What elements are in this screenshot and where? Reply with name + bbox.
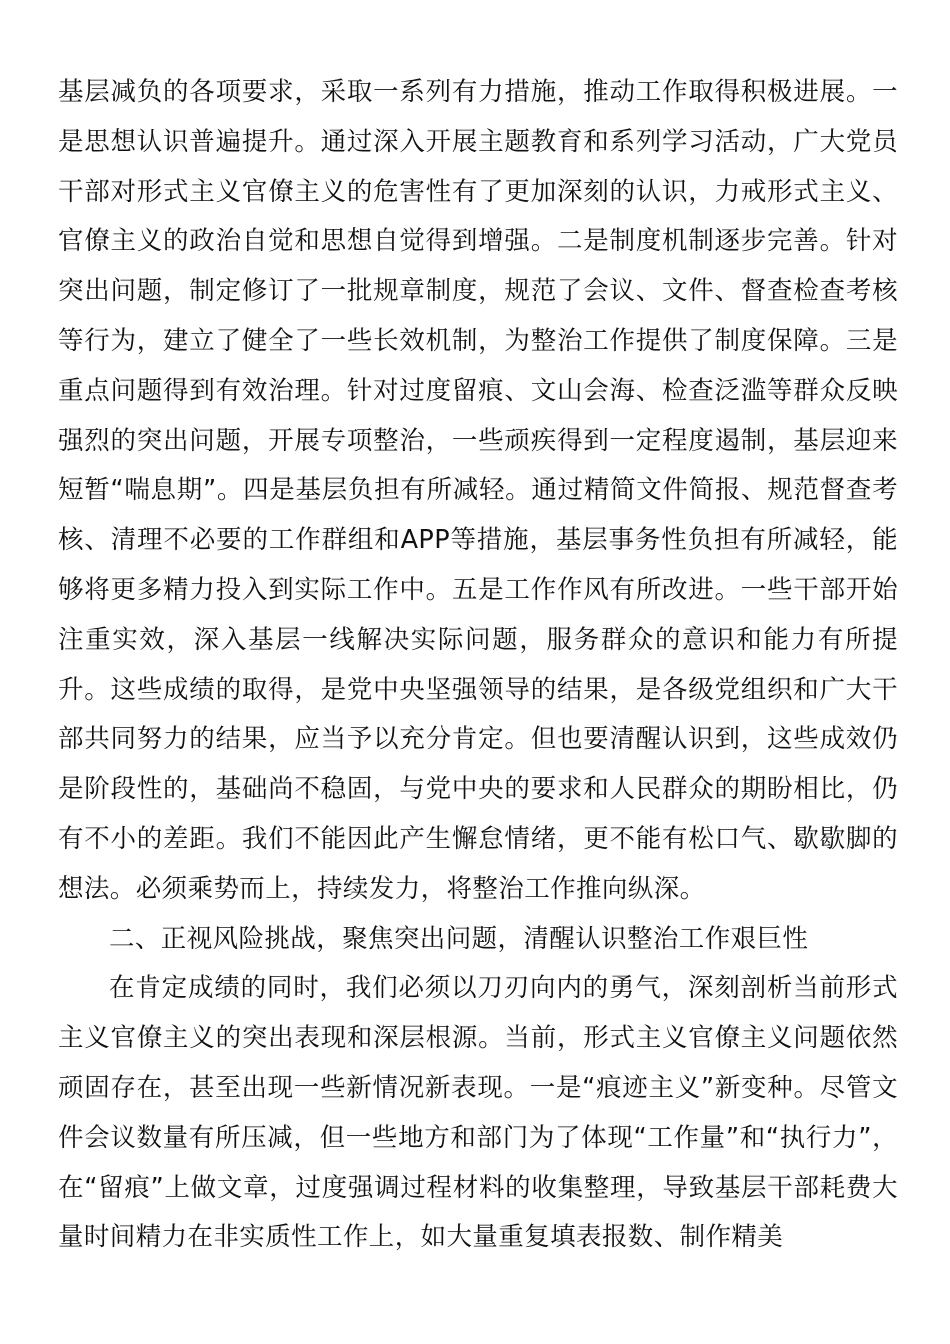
document-body: [58, 68, 898, 1263]
paragraph-problems: 在肯定成绩的同时，我们必须以刀刃向内的勇气，深刻剖析当前形式主义官僚主义的突出表现和深层根源。当前，形式主义官僚主义问题依然顽固存在，甚至出现一些新情况新表现。一是“痕迹主义”新变种。尽管文件会议数量有所压减，但一些地方和部门为了体现“工作量”和“执行力”，在“留痕”上做文章，过度强调过程材料的收集整理，导致基层干部耗费大量时间精力在非实质性工作上，如大量重复填表报数、制作精美: [58, 973, 898, 1253]
section-heading: 二、正视风险挑战，聚焦突出问题，清醒认识整治工作艰巨性: [109, 923, 809, 954]
paragraph-achievements: 基层减负的各项要求，采取一系列有力措施，推动工作取得积极进展。一是思想认识普遍提升。通过深入开展主题教育和系列学习活动，广大党员干部对形式主义官僚主义的危害性有了更加深刻的认识，力戒形式主义、官僚主义的政治自觉和思想自觉得到增强。二是制度机制逐步完善。针对突出问题，制定修订了一批规章制度，规范了会议、文件、督查检查考核等行为，建立了健全了一些长效机制，为整治工作提供了制度保障。三是重点问题得到有效治理。针对过度留痕、文山会海、检查泛滥等群众反映强烈的突出问题，开展专项整治，一些顽疾得到一定程度遏制，基层迎来短暂“喘息期”。四是基层负担有所减轻。通过精简文件简报、规范督查考核、清理不必要的工作群组和APP等措施，基层事务性负担有所减轻，能够将更多精力投入到实际工作中。五是工作作风有所改进。一些干部开始注重实效，深入基层一线解决实际问题，服务群众的意识和能力有所提升。这些成绩的取得，是党中央坚强领导的结果，是各级党组织和广大干部共同努力的结果，应当予以充分肯定。但也要清醒认识到，这些成效仍是阶段性的，基础尚不稳固，与党中央的要求和人民群众的期盼相比，仍有不小的差距。我们不能因此产生懈怠情绪，更不能有松口气、歇歇脚的想法。必须乘势而上，持续发力，将整治工作推向纵深。: [58, 77, 898, 904]
